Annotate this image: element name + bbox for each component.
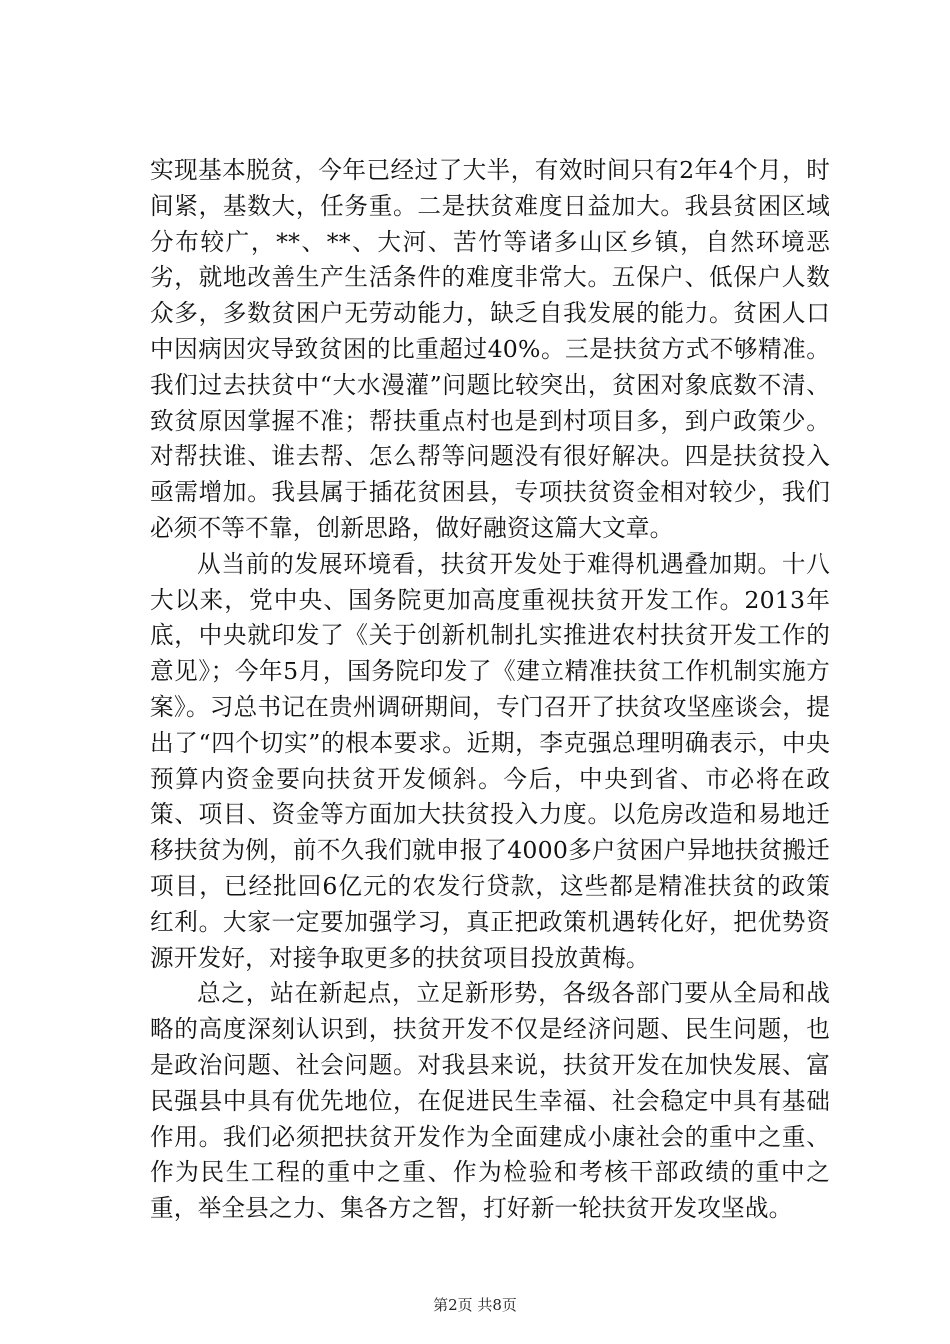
paragraph-3: 总之，站在新起点，立足新形势，各级各部门要从全局和战略的高度深刻认识到，扶贫开发不仅是经济问题、民生问题，也是政治问题、社会问题。对我县来说，扶贫开发在加快发展、富民强县中具有优先地位，在促进民生幸福、社会稳定中具有基础作用。我们必须把扶贫开发作为全面建成小康社会的重中之重、作为民生工程的重中之重、作为检验和考核干部政绩的重中之重，举全县之力、集各方之智，打好新一轮扶贫开发攻坚战。 bbox=[150, 979, 830, 1223]
page-footer: 第2页 共8页 bbox=[433, 1296, 517, 1314]
paragraph-1: 实现基本脱贫，今年已经过了大半，有效时间只有2年4个月，时间紧，基数大，任务重。二是扶贫难度日益加大。我县贫困区域分布较广，**、**、大河、苦竹等诸多山区乡镇，自然环境恶劣，就地改善生产生活条件的难度非常大。五保户、低保户人数众多，多数贫困户无劳动能力，缺乏自我发展的能力。贫困人口中因病因灾导致贫困的比重超过40%。三是扶贫方式不够精准。我们过去扶贫中“大水漫灌”问题比较突出，贫困对象底数不清、致贫原因掌握不准；帮扶重点村也是到村项目多，到户政策少。对帮扶谁、谁去帮、怎么帮等问题没有很好解决。四是扶贫投入亟需增加。我县属于插花贫困县，专项扶贫资金相对较少，我们必须不等不靠，创新思路，做好融资这篇大文章。 bbox=[150, 156, 830, 542]
paragraph-2: 从当前的发展环境看，扶贫开发处于难得机遇叠加期。十八大以来，党中央、国务院更加高度重视扶贫开发工作。2013年底，中央就印发了《关于创新机制扎实推进农村扶贫开发工作的意见》；今年5月，国务院印发了《建立精准扶贫工作机制实施方案》。习总书记在贵州调研期间，专门召开了扶贫攻坚座谈会，提出了“四个切实”的根本要求。近期，李克强总理明确表示，中央预算内资金要向扶贫开发倾斜。今后，中央到省、市必将在政策、项目、资金等方面加大扶贫投入力度。以危房改造和易地迁移扶贫为例，前不久我们就申报了4000多户贫困户异地扶贫搬迁项目，已经批回6亿元的农发行贷款，这些都是精准扶贫的政策红利。大家一定要加强学习，真正把政策机遇转化好，把优势资源开发好，对接争取更多的扶贫项目投放黄梅。 bbox=[150, 549, 830, 972]
document-body bbox=[150, 153, 830, 1227]
